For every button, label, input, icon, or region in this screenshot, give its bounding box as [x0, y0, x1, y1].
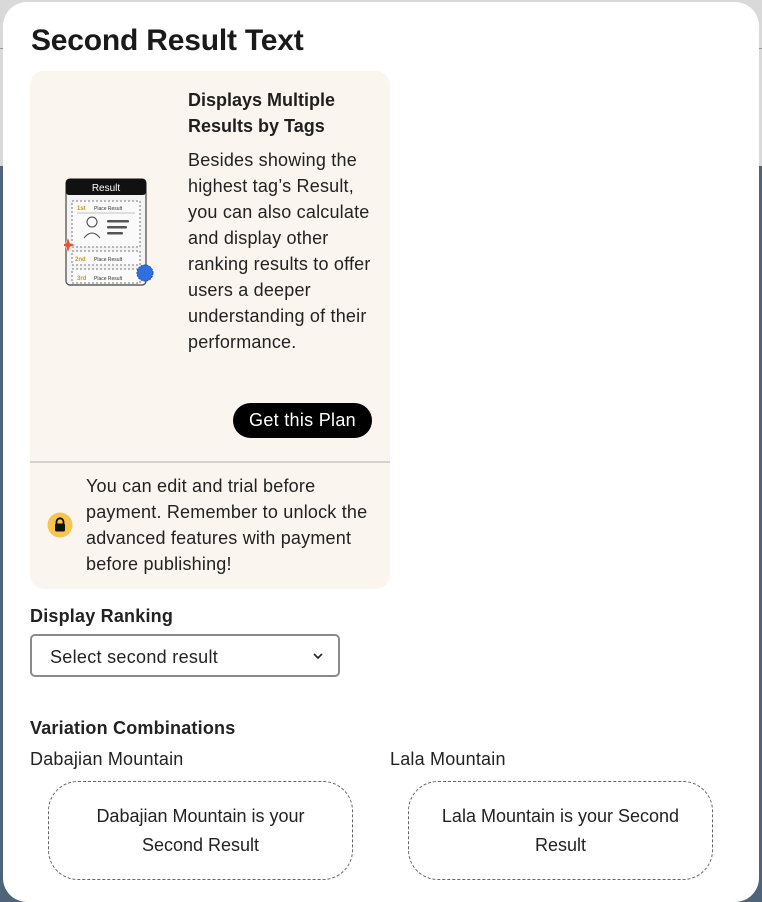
variation-name-dabajian: Dabajian Mountain — [30, 749, 184, 769]
display-ranking-label: Display Ranking — [30, 606, 174, 626]
chevron-down-icon — [312, 650, 324, 662]
display-ranking-selected-value: Select second result — [50, 647, 219, 667]
illustration-rank-3: 3rd — [77, 276, 87, 282]
promo-divider — [30, 461, 390, 463]
display-ranking-select[interactable] — [30, 634, 340, 677]
illustration-place-label-2: Place Result — [94, 257, 123, 263]
promo-heading: Displays Multiple Results by Tags — [188, 90, 336, 136]
illustration-header: Result — [91, 183, 121, 194]
result-ranking-illustration — [64, 177, 160, 293]
illustration-place-label-3: Place Result — [94, 276, 123, 282]
promo-description: Besides showing the highest tag’s Result, you can also calculate and display other ranking results to offer users a deeper understanding of their performance. — [188, 150, 371, 352]
illustration-rank-1: 1st — [77, 206, 86, 212]
variation-text-box-lala[interactable]: Lala Mountain is your Second Result — [408, 781, 713, 880]
variation-text-box-dabajian[interactable]: Dabajian Mountain is your Second Result — [48, 781, 353, 880]
lock-icon — [47, 512, 73, 538]
upgrade-promo-card — [30, 71, 390, 589]
variation-combinations-label: Variation Combinations — [30, 718, 236, 738]
modal-title: Second Result Text — [31, 24, 304, 57]
illustration-rank-2: 2nd — [75, 257, 86, 263]
illustration-place-label-1: Place Result — [94, 206, 123, 212]
get-this-plan-button[interactable]: Get this Plan — [233, 403, 372, 438]
payment-notice: You can edit and trial before payment. Remember to unlock the advanced features with payment before publishing! — [86, 476, 368, 574]
second-result-modal — [3, 2, 759, 902]
variation-name-lala: Lala Mountain — [390, 749, 506, 769]
